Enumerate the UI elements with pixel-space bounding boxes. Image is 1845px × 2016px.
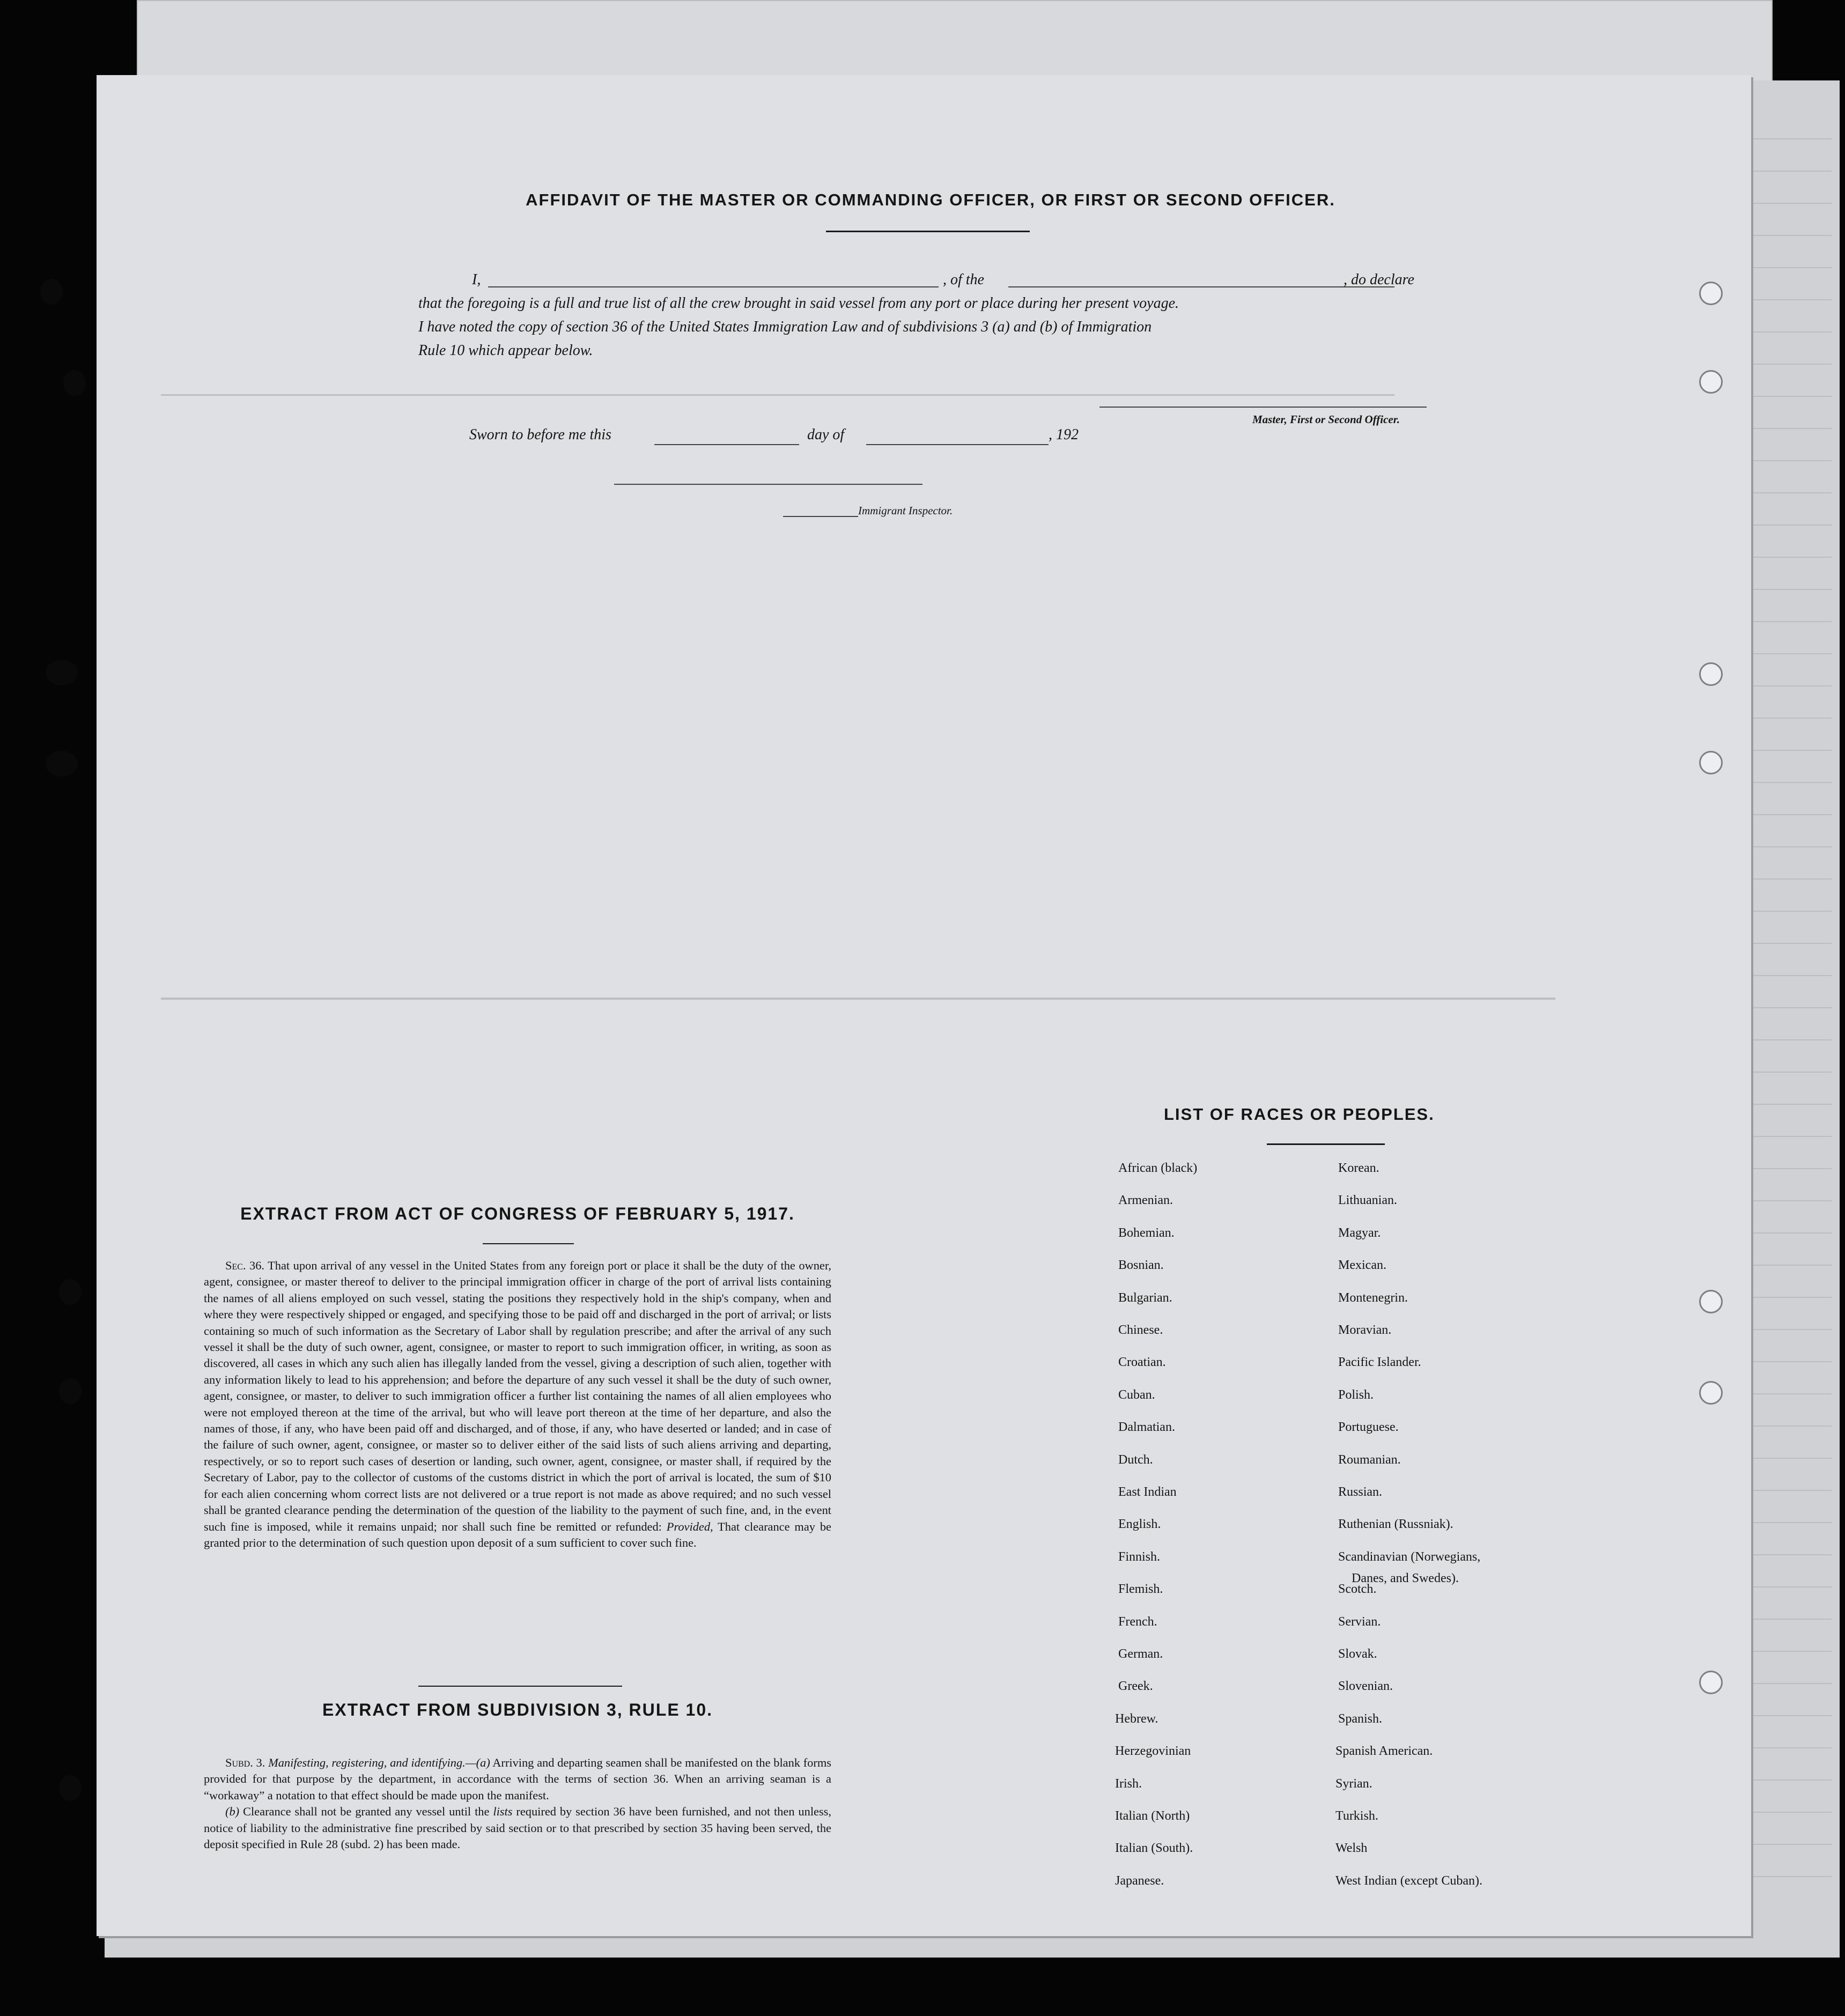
subd-b-text-1: Clearance shall not be granted any vessel until the [243,1805,490,1819]
race-item: Pacific Islander. [1338,1355,1421,1370]
officer-caption: Master, First or Second Officer. [1252,413,1400,426]
inspector-caption: Immigrant Inspector. [858,504,953,517]
race-item: Herzegovinian [1115,1744,1191,1759]
binder-hole [1699,282,1723,305]
binder-hole [1699,1381,1723,1405]
race-item: Syrian. [1335,1776,1372,1791]
race-item: Flemish. [1118,1582,1163,1597]
affidavit-i: I, [472,271,481,288]
race-item: Russian. [1338,1485,1383,1499]
race-item: German. [1118,1647,1163,1661]
races-title-underline [1267,1143,1385,1145]
race-item: Slovak. [1338,1647,1377,1661]
race-item: Ruthenian (Russniak). [1338,1517,1453,1532]
sec-label: Sec. 36. [225,1259,264,1272]
race-item: Korean. [1338,1161,1379,1175]
race-item: Slovenian. [1338,1679,1393,1694]
punch-hole-mark [40,279,63,305]
act-title-underline [483,1243,574,1244]
binder-hole [1699,662,1723,686]
punch-hole-mark [46,751,78,777]
race-item: Spanish American. [1335,1744,1433,1759]
affidavit-of-the: , of the [943,271,984,288]
race-item: Cuban. [1118,1387,1155,1402]
race-item: Japanese. [1115,1873,1164,1888]
subd-b-text-2: required by section 36 have been furnished, and not then unless, notice of liability to the administrative fine prescribed by said section or to that prescribed by section 35 having been served, the deposit specified in Rule 28 (subd. 2) has been made. [204,1805,831,1851]
bleed-through-line [161,998,1555,1000]
binder-hole [1699,751,1723,774]
act-body-end: That clearance may be granted prior to the determination of such question upon deposit of a sum sufficient to cover such fine. [204,1519,831,1549]
affidavit-declare: , do declare [1344,271,1414,288]
punch-hole-mark [59,1775,82,1801]
vessel-blank-line[interactable] [1008,286,1394,287]
binder-hole [1699,1671,1723,1694]
race-item: French. [1118,1614,1157,1629]
act-extract-text [204,1258,831,1551]
punch-hole-mark [59,1279,82,1305]
bleed-through-line [161,394,1394,396]
race-item: English. [1118,1517,1161,1532]
race-item: Italian (South). [1115,1841,1193,1856]
name-blank-line[interactable] [488,286,939,287]
affidavit-line-4: Rule 10 which appear below. [418,342,593,359]
race-item: Moravian. [1338,1323,1392,1337]
race-item: Scandinavian (Norwegians, [1338,1549,1481,1564]
race-item: Polish. [1338,1387,1374,1402]
section-divider [418,1686,622,1687]
sworn-month-line[interactable] [866,444,1049,445]
subd-b-lists: lists [493,1805,513,1819]
race-item: Magyar. [1338,1225,1381,1240]
race-item: Greek. [1118,1679,1153,1694]
race-item: Bohemian. [1118,1225,1175,1240]
race-item: Welsh [1335,1841,1368,1856]
subd-heading: Manifesting, registering, and identifying.—(a) [268,1756,490,1769]
race-item: African (black) [1118,1161,1198,1175]
rule-extract-title: EXTRACT FROM SUBDIVISION 3, RULE 10. [322,1700,713,1719]
race-item: Scotch. [1338,1582,1377,1597]
race-item: Lithuanian. [1338,1193,1397,1208]
sworn-prefix: Sworn to before me this [469,426,611,443]
affidavit-line-1 [418,268,1437,292]
inspector-signature-line[interactable] [614,484,922,485]
punch-hole-mark [63,370,86,396]
race-item: Armenian. [1118,1193,1173,1208]
act-body: That upon arrival of any vessel in the United States from any foreign port or place it shall be the duty of the owner, agent, consignee, or master thereof to deliver to the principal immigration officer in charge of the port of arrival lists containing the names of all aliens employed on such vessel, stating the positions they respectively hold in the ship's company, when and where they were respectively shipped or engaged, and specifying those to be paid off and discharged in the port of arrival; or lists containing so much of such information as the Secretary of Labor shall by regulation prescribe; and after the arrival of any such vessel it shall be the duty of such owner, agent, consignee, or master to report to such immigration officer, in writing, as soon as discovered, all cases in which any such alien has illegally landed from the vessel, giving a description of such alien, together with any information likely to lead to his apprehension; and before the departure of any such vessel it shall be the duty of such owner, agent, consignee, or master, to deliver to such immigration officer a further list containing the names of all alien employees who were not employed thereon at the time of the arrival, but who will leave port thereon at the time of her departure, and also the names of those, if any, who have been paid off and discharged, and of those, if any, who have deserted or landed; and in case of the failure of such owner, agent, consignee, or master so to deliver either of the said lists of such aliens arriving and departing, respectively, or so to report such cases of desertion or landing, such owner, agent, consignee, or master shall, if required by the Secretary of Labor, pay to the collector of customs of the customs district in which the port of arrival is located, the sum of $10 for each alien concerning whom correct lists are not delivered or a true report is not made as above required; and no such vessel shall be granted clearance pending the determination of the question of the liability to the payment of such fine, and, in the event such fine is imposed, while it remains unpaid; nor shall such fine be remitted or refunded: [204,1259,831,1533]
race-item: East Indian [1118,1485,1177,1499]
race-item: Mexican. [1338,1258,1386,1273]
inspector-dotted-lead [783,516,858,517]
sworn-day-of: day of [807,426,845,443]
race-item: West Indian (except Cuban). [1335,1873,1482,1888]
affidavit-line-3: I have noted the copy of section 36 of the United States Immigration Law and of subdivisions 3 (a) and (b) of Immigration [418,319,1152,335]
title-underline [826,231,1030,232]
race-item: Irish. [1115,1776,1142,1791]
subd-b-label: (b) [225,1805,240,1819]
subd-a-text: Arriving and departing seamen shall be manifested on the blank forms provided for that purpose by the department, in accordance with the terms of section 36. When an arriving seaman is a “workaway” a notation to that effect should be made upon the manifest. [204,1756,831,1802]
rule-extract-text [204,1755,831,1852]
affidavit-title: AFFIDAVIT OF THE MASTER OR COMMANDING OFFICER, OR FIRST OR SECOND OFFICER. [526,190,1335,209]
affidavit-line-2: that the foregoing is a full and true list of all the crew brought in said vessel from any port or place during her present voyage. [418,295,1179,312]
race-scandinavian-continued: Danes, and Swedes). [1352,1571,1459,1585]
subd-label: Subd. 3. [225,1756,265,1769]
binder-hole [1699,370,1723,394]
punch-hole-mark [59,1378,82,1404]
officer-signature-line[interactable] [1099,407,1427,408]
race-item: Servian. [1338,1614,1381,1629]
act-provided: Provided, [666,1519,713,1533]
race-item: Portuguese. [1338,1420,1399,1435]
race-item: Montenegrin. [1338,1290,1408,1305]
races-title: LIST OF RACES OR PEOPLES. [1164,1105,1435,1124]
race-item: Bulgarian. [1118,1290,1172,1305]
sworn-year: , 192 [1049,426,1079,443]
act-extract-title: EXTRACT FROM ACT OF CONGRESS OF FEBRUARY 5, 1917. [240,1204,795,1223]
affidavit-body [418,268,1437,363]
race-item: Finnish. [1118,1549,1161,1564]
race-item: Bosnian. [1118,1258,1164,1273]
race-item: Roumanian. [1338,1452,1401,1467]
race-item: Dutch. [1118,1452,1153,1467]
race-item: Croatian. [1118,1355,1166,1370]
race-item: Chinese. [1118,1323,1163,1337]
binder-hole [1699,1290,1723,1313]
sworn-day-line[interactable] [654,444,799,445]
race-item: Hebrew. [1115,1711,1158,1726]
race-item: Spanish. [1338,1711,1383,1726]
punch-hole-mark [46,660,78,685]
race-item: Dalmatian. [1118,1420,1175,1435]
race-item: Turkish. [1335,1809,1378,1823]
race-item: Italian (North) [1115,1809,1190,1823]
